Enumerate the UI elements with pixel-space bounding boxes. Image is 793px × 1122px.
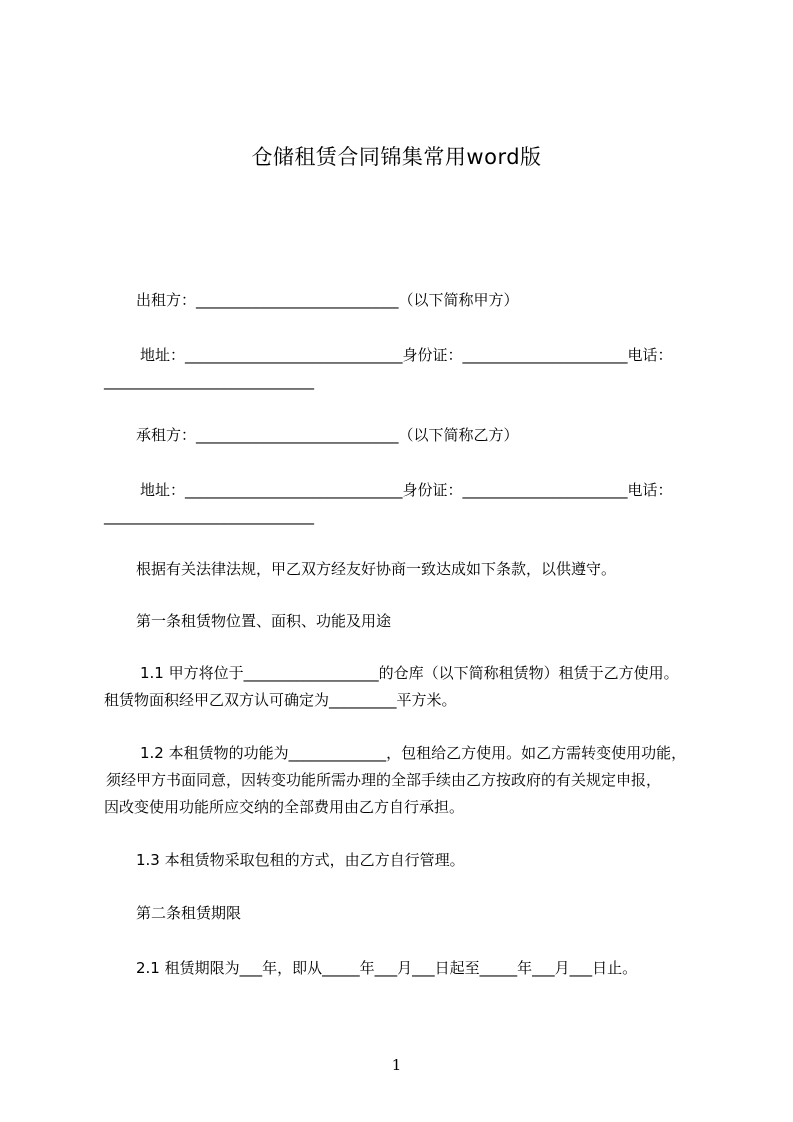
intro-paragraph: 根据有关法律法规，甲乙双方经友好协商一致达成如下条款，以供遵守。 (136, 560, 617, 578)
lessor-phone-blank: ____________________________ (104, 372, 314, 390)
clause-1-2-line-1: 1.2 本租赁物的功能为_____________，包租给乙方使用。如乙方需转变使用功能， (140, 744, 687, 762)
lessor-line: 出租方：___________________________（以下简称甲方） (136, 291, 519, 309)
clause-1-2-line-2: 须经甲方书面同意，因转变功能所需办理的全部手续由乙方按政府的有关规定申报， (106, 771, 662, 789)
clause-1-1-line-1: 1.1 甲方将位于__________________的仓库（以下简称租赁物）租赁于乙方使用。 (140, 664, 679, 682)
lessee-line: 承租方：___________________________（以下简称乙方） (136, 426, 519, 444)
document-title: 仓储租赁合同锦集常用word版 (251, 145, 542, 169)
article-2-heading: 第二条租赁期限 (136, 904, 242, 922)
lessor-address-line: 地址：_____________________________身份证：______________________电话： (140, 346, 673, 364)
lessee-address-line: 地址：_____________________________身份证：______________________电话： (140, 481, 673, 499)
lessee-phone-blank: ____________________________ (104, 507, 314, 525)
page-number: 1 (391, 1056, 402, 1074)
clause-1-1-line-2: 租赁物面积经甲乙双方认可确定为_________平方米。 (104, 691, 457, 709)
article-1-heading: 第一条租赁物位置、面积、功能及用途 (136, 612, 392, 630)
clause-1-3: 1.3 本租赁物采取包租的方式，由乙方自行管理。 (136, 851, 465, 869)
clause-2-1: 2.1 租赁期限为___年，即从_____年___月___日起至_____年___月___日止。 (136, 959, 638, 977)
clause-1-2-line-3: 因改变使用功能所应交纳的全部费用由乙方自行承担。 (104, 798, 465, 816)
